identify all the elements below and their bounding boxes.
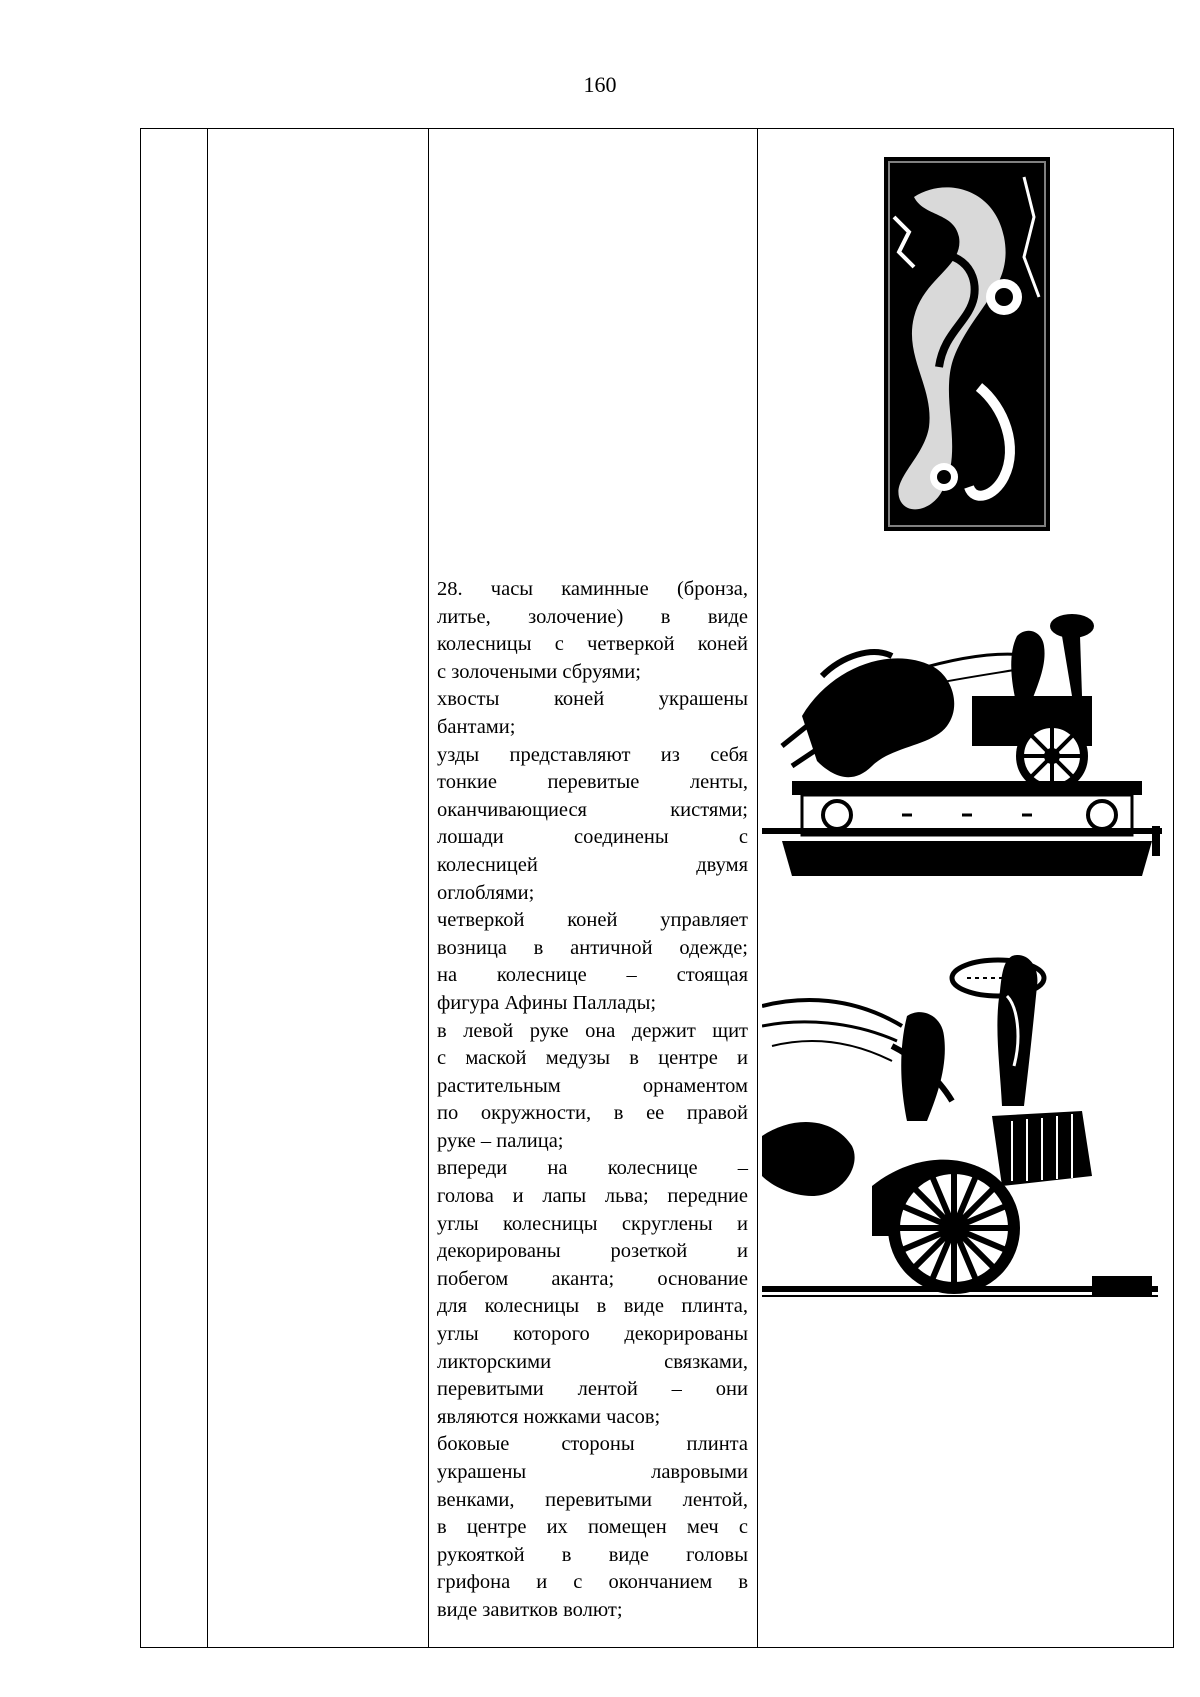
chariot-clock-detail-photo	[762, 936, 1158, 1336]
description-line: для колесницы в виде плинта,	[437, 1295, 748, 1318]
chariot-clock-photo	[762, 596, 1168, 884]
description-line: на колеснице – стоящая	[437, 964, 748, 987]
description-line: являются ножками часов;	[437, 1405, 661, 1428]
description-line: руке – палица;	[437, 1129, 564, 1152]
description-line: голова и лапы льва; передние	[437, 1185, 748, 1208]
description-line: углы колесницы скруглены и	[437, 1212, 748, 1235]
description-line: бантами;	[437, 715, 516, 738]
description-line: венками, перевитыми лентой,	[437, 1488, 748, 1511]
description-line: фигура Афины Паллады;	[437, 991, 657, 1014]
description-line: углы которого декорированы	[437, 1323, 748, 1346]
description-line: ликторскими связками,	[437, 1350, 748, 1373]
description-line: в центре их помещен меч с	[437, 1516, 748, 1539]
item-description	[437, 576, 748, 1625]
description-line: четверкой коней управляет	[437, 909, 748, 932]
column-divider-3	[757, 129, 758, 1647]
description-line: с золочеными сбруями;	[437, 660, 641, 683]
description-line: лошади соединены с	[437, 826, 748, 849]
description-line: по окружности, в ее правой	[437, 1102, 748, 1125]
description-line: украшены лавровыми	[437, 1461, 748, 1483]
description-line: хвосты коней украшены	[437, 688, 748, 711]
description-line: возница в античной одежде;	[437, 936, 748, 959]
description-line: тонкие перевитые ленты,	[437, 771, 748, 794]
description-line: грифона и с окончанием в	[437, 1571, 748, 1594]
description-line: рукояткой в виде головы	[437, 1543, 748, 1566]
description-line: литье, золочение) в виде	[437, 605, 748, 628]
description-line: боковые стороны плинта	[437, 1433, 748, 1456]
column-divider-2	[428, 129, 429, 1647]
ornament-detail-photo	[884, 157, 1050, 531]
description-line: декорированы розеткой и	[437, 1240, 748, 1263]
page-number: 160	[583, 72, 617, 97]
description-line: виде завитков волют;	[437, 1598, 623, 1621]
description-line: с маской медузы в центре и	[437, 1047, 748, 1070]
description-line: побегом аканта; основание	[437, 1267, 748, 1290]
description-line: перевитыми лентой – они	[437, 1378, 748, 1401]
description-line: оканчивающиеся кистями;	[437, 798, 748, 821]
description-line: впереди на колеснице –	[437, 1157, 748, 1180]
description-line: узды представляют из себя	[437, 743, 748, 766]
description-line: колесницы с четверкой коней	[437, 633, 748, 656]
description-line: 28. часы каминные (бронза,	[437, 578, 748, 600]
column-divider-1	[207, 129, 208, 1647]
description-line: растительным орнаментом	[437, 1074, 748, 1097]
description-line: колесницей двумя	[437, 853, 748, 876]
description-line: в левой руке она держит щит	[437, 1019, 748, 1042]
description-line: оглоблями;	[437, 881, 535, 904]
